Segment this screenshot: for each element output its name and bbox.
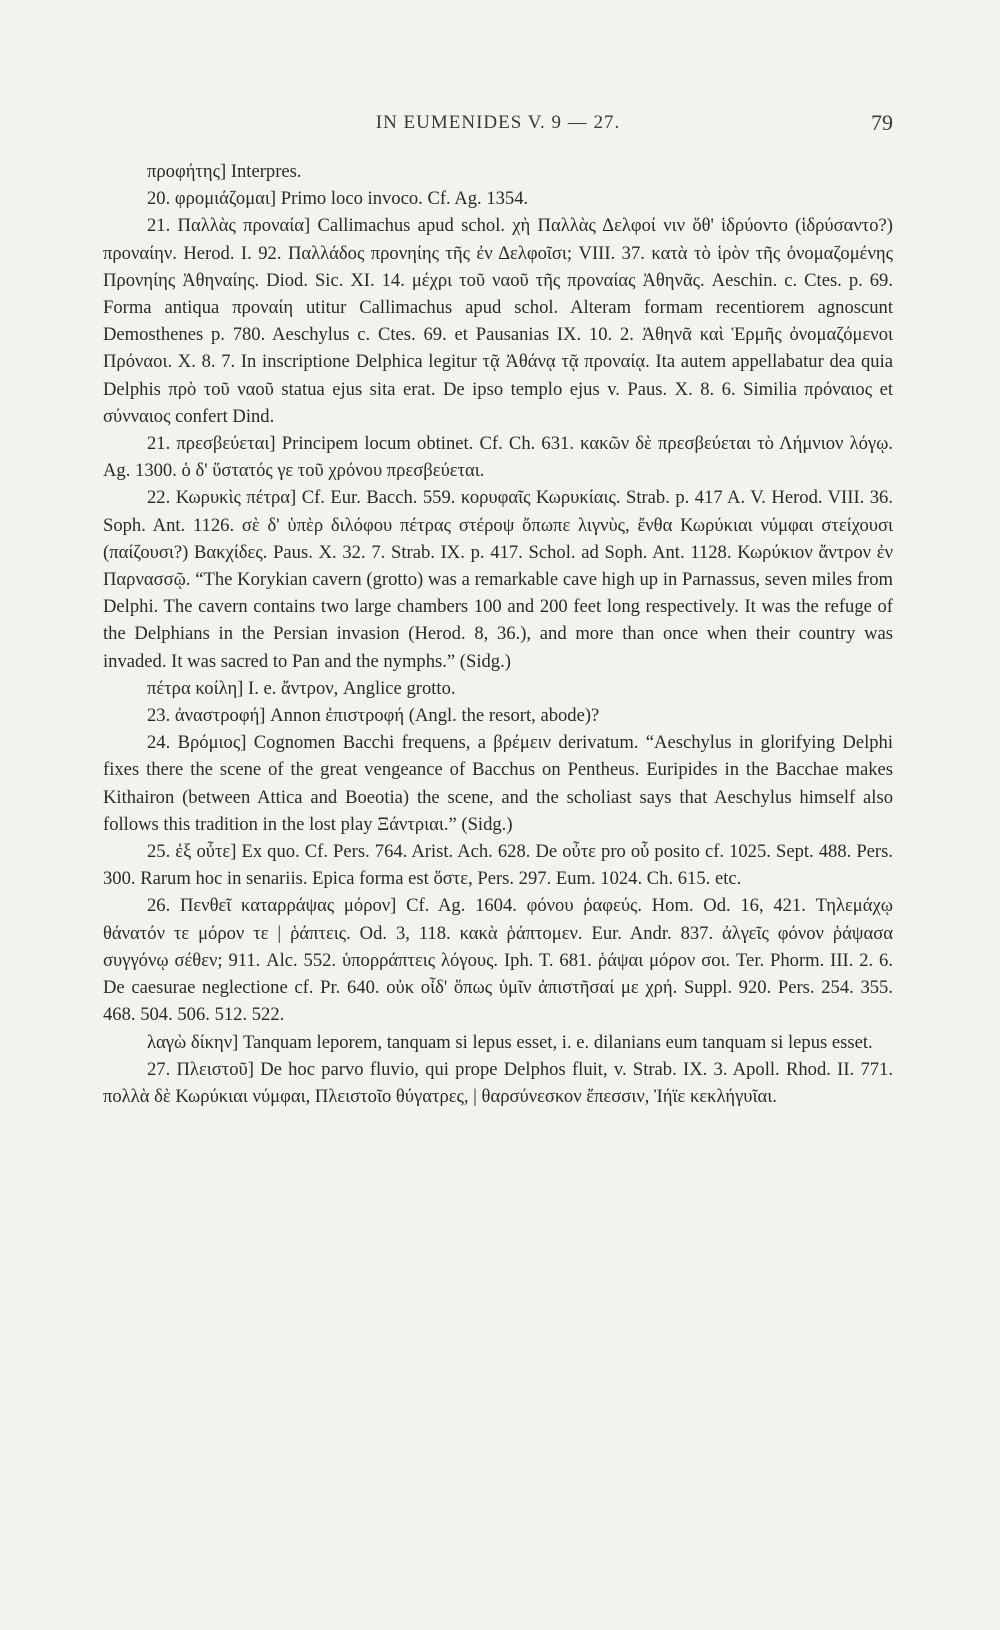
note-21-pallas: 21. Παλλὰς προναία] Callimachus apud schol. χὴ Παλλὰς Δελφοί νιν ὅθ' ἱδρύοντο (ἱδρύσαντο?) προναίην. Herod. I. 92. Παλλάδος προνηίης τῆς ἐν Δελφοῖσι; VIII. 37. κατὰ τὸ ἱρὸν τῆς ὀνομαζομένης Προνηίης Ἀθηναίης. Diod. Sic. XI. 14. μέχρι τοῦ ναοῦ τῆς προναίας Ἀθηνᾶς. Aeschin. c. Ctes. p. 69. Forma antiqua προναίη utitur Callimachus apud schol. Alteram formam recentiorem agnoscunt Demosthenes p. 780. Aeschylus c. Ctes. 69. et Pausanias IX. 10. 2. Ἀθηνᾶ καὶ Ἑρμῆς ὀνομαζόμενοι Πρόναοι. X. 8. 7. In inscriptione Delphica legitur τᾷ Ἀθάνᾳ τᾷ προναίᾳ. Ita autem appellabatur dea quia Delphis πρὸ τοῦ ναοῦ statua ejus sita erat. De ipso templo ejus v. Paus. X. 8. 6. Similia πρόναιος et σύνναιος confert Dind. xyxy=(103,215,893,427)
note-24: 24. Βρόμιος] Cognomen Bacchi frequens, a βρέμειν derivatum. “Aeschylus in glorifying Delphi fixes there the scene of the great vengeance of Bacchus on Pentheus. Euripides in the Bacchae makes Kithairon (between Attica and Boeotia) the scene, and the scholiast says that Aeschylus himself also follows this tradition in the lost play Ξάντριαι.” (Sidg.) xyxy=(103,732,893,835)
note-prophetes: προφήτης] Interpres. xyxy=(147,161,302,182)
note-22: 22. Κωρυκὶς πέτρα] Cf. Eur. Bacch. 559. κορυφαῖς Κωρυκίαις. Strab. p. 417 A. V. Herod. VIII. 36. Soph. Ant. 1126. σὲ δ' ὑπὲρ διλόφου πέτρας στέροψ ὄπωπε λιγνὺς, ἔνθα Κωρύκιαι νύμφαι στείχουσι (παίζουσι?) Βακχίδες. Paus. X. 32. 7. Strab. IX. p. 417. Schol. ad Soph. Ant. 1128. Κωρύκιον ἄντρον ἐν Παρνασσῷ. “The Korykian cavern (grotto) was a remarkable cave high up in Parnassus, seven miles from Delphi. The cavern contains two large chambers 100 and 200 feet long respectively. It was the refuge of the Delphians in the Persian invasion (Herod. 8, 36.), and more than once when their country was invaded. It was sacred to Pan and the nymphs.” (Sidg.) xyxy=(103,487,893,672)
running-title: IN EUMENIDES V. 9 — 27. xyxy=(375,112,621,133)
running-head xyxy=(103,112,893,142)
page-number: 79 xyxy=(871,110,893,135)
note-21-presbeuetai: 21. πρεσβεύεται] Principem locum obtinet. Cf. Ch. 631. κακῶν δὲ πρεσβεύεται τὸ Λήμνιον λόγῳ. Ag. 1300. ὁ δ' ὕστατός γε τοῦ χρόνου πρεσβεύεται. xyxy=(103,433,893,482)
note-petra-koile: πέτρα κοίλη] I. e. ἄντρον, Anglice grotto. xyxy=(147,677,456,699)
note-26: 26. Πενθεῖ καταρράψας μόρον] Cf. Ag. 1604. φόνου ῥαφεύς. Hom. Od. 16, 421. Τηλεμάχῳ θάνατόν τε μόρον τε | ῥάπτεις. Od. 3, 118. κακὰ ῥάπτομεν. Eur. Andr. 837. ἀλγεῖς φόνον ῥάψασα συγγόνῳ σέθεν; 911. Alc. 552. ὑπορράπτεις λόγους. Iph. T. 681. ῥάψαι μόρον σοι. Ter. Phorm. III. 2. 6. De caesurae neglectione cf. Pr. 640. οὐκ οἶδ' ὅπως ὑμῖν ἀπιστῆσαί με χρή. Suppl. 920. Pers. 254. 355. 468. 504. 506. 512. 522. xyxy=(103,895,893,1026)
note-20: 20. φρομιάζομαι] Primo loco invoco. Cf. Ag. 1354. xyxy=(147,188,529,210)
note-25: 25. ἐξ οὖτε] Ex quo. Cf. Pers. 764. Arist. Ach. 628. De οὖτε pro οὗ posito cf. 1025. Sept. 488. Pers. 300. Rarum hoc in senariis. Epica forma est ὅστε, Pers. 297. Eum. 1024. Ch. 615. etc. xyxy=(103,841,893,890)
note-lago-diken: λαγὼ δίκην] Tanquam leporem, tanquam si lepus esset, i. e. dilanians eum tanquam si lepus esset. xyxy=(147,1031,873,1053)
note-23: 23. ἀναστροφή] Annon ἐπιστροφή (Angl. the resort, abode)? xyxy=(147,705,600,727)
note-27: 27. Πλειστοῦ] De hoc parvo fluvio, qui prope Delphos fluit, v. Strab. IX. 3. Apoll. Rhod. II. 771. πολλὰ δὲ Κωρύκιαι νύμφαι, Πλειστοῖο θύγατρες, | θαρσύνεσκον ἔπεσσιν, Ἰήϊε κεκλήγυῖαι. xyxy=(103,1058,893,1107)
commentary-text xyxy=(103,158,893,1110)
